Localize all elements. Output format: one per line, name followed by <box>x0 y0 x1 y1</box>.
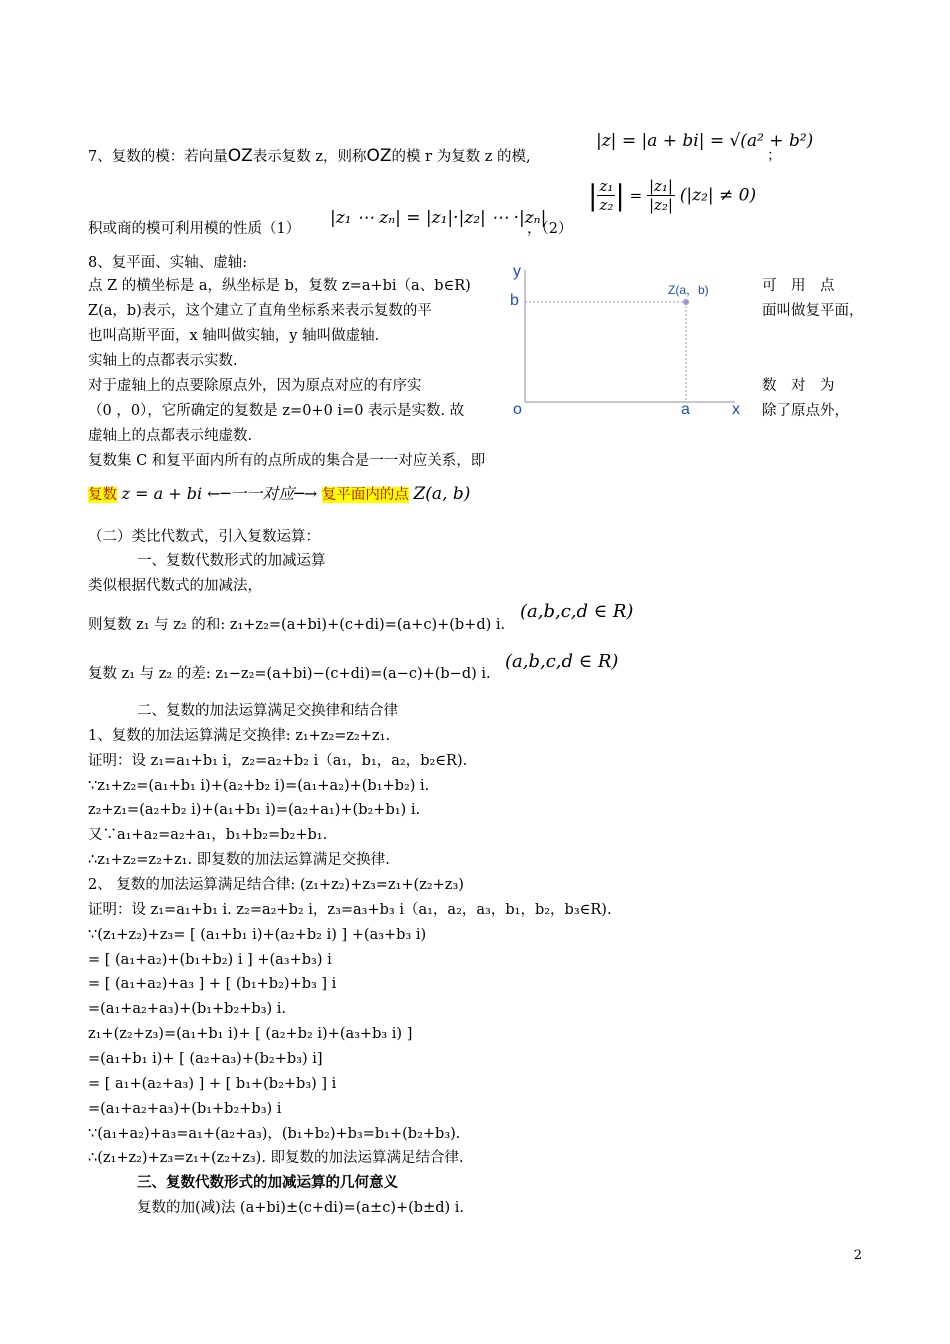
s8-p7: 虚轴上的点都表示纯虚数. <box>88 428 253 444</box>
s8-p8: 复数集 C 和复平面内所有的点所成的集合是一一对应关系，即 <box>88 453 486 469</box>
proof-line: = [ (a₁+a₂)+a₃ ] + [ (b₁+b₂)+b₃ ] i <box>88 976 337 992</box>
s8-p4: 实轴上的点都表示实数. <box>88 353 238 369</box>
proof-line: 1、复数的加法运算满足交换律: z₁+z₂=z₂+z₁. <box>88 728 391 744</box>
proof-line: = [ (a₁+a₂)+(b₁+b₂) i ] +(a₃+b₃) i <box>88 952 332 968</box>
s2-h2: 二、复数的加法运算满足交换律和结合律 <box>137 703 398 719</box>
s8-p5r: 数 对 为 <box>762 378 835 394</box>
diff-line: 复数 z₁ 与 z₂ 的差: z₁−z₂=(a+bi)−(c+di)=(a−c)+(b−d) i. <box>88 666 491 682</box>
origin-label: o <box>513 401 522 418</box>
y-label: y <box>513 263 521 280</box>
s7-line2: 积或商的模可利用模的性质（1） <box>88 221 301 237</box>
point-label: Z(a，b) <box>668 283 709 297</box>
product-formula: |z₁ ⋯ zₙ| = |z₁|·|z₂| ⋯ ·|zₙ| <box>330 208 547 228</box>
correspondence-line: 复数 z = a + bi ←─一一对应─→ 复平面内的点 Z(a, b) <box>88 484 471 504</box>
sum-condition: (a,b,c,d ∈ R) <box>520 601 634 622</box>
proof-line: =(a₁+a₂+a₃)+(b₁+b₂+b₃) i. <box>88 1001 287 1017</box>
s8-p1: 点 Z 的横坐标是 a，纵坐标是 b，复数 z=a+bi（a、b∈R) <box>88 278 471 294</box>
point-z <box>683 299 689 305</box>
sum-line: 则复数 z₁ 与 z₂ 的和: z₁+z₂=(a+bi)+(c+di)=(a+c)+(b+d) i. <box>88 617 506 633</box>
complex-plane-diagram <box>505 262 755 422</box>
proof-line: z₁+(z₂+z₃)=(a₁+b₁ i)+ [ (a₂+b₂ i)+(a₃+b₃ i) ] <box>88 1026 413 1042</box>
page-number: 2 <box>853 1248 862 1263</box>
s8-p5: 对于虚轴上的点要除原点外，因为原点对应的有序实 <box>88 378 422 394</box>
s2-head: （二）类比代数式，引入复数运算： <box>88 529 320 545</box>
s2-last: 复数的加(减)法 (a+bi)±(c+di)=(a±c)+(b±d) i. <box>137 1200 465 1216</box>
proof-line: 2、 复数的加法运算满足结合律: (z₁+z₂)+z₃=z₁+(z₂+z₃) <box>88 877 464 893</box>
s2-h1: 一、复数代数形式的加减运算 <box>137 553 326 569</box>
proof-line: 证明：设 z₁=a₁+b₁ i，z₂=a₂+b₂ i（a₁，b₁，a₂，b₂∈R). <box>88 753 468 769</box>
proof-line: =(a₁+a₂+a₃)+(b₁+b₂+b₃) i <box>88 1101 282 1117</box>
s8-p6: （0 ，0），它所确定的复数是 z=0+0 i=0 表示是实数. 故 <box>88 403 465 419</box>
s2-h3: 三、复数代数形式的加减运算的几何意义 <box>137 1174 398 1191</box>
semicolon: ； <box>767 148 782 164</box>
x-label: x <box>732 401 740 418</box>
proof-line: =(a₁+b₁ i)+ [ (a₂+a₃)+(b₂+b₃) i] <box>88 1051 323 1067</box>
proof-line: 证明：设 z₁=a₁+b₁ i. z₂=a₂+b₂ i，z₃=a₃+b₃ i（a₁，a₂，a₃，b₁，b₂，b₃∈R). <box>88 902 612 918</box>
proof-line: 又∵a₁+a₂=a₂+a₁，b₁+b₂=b₂+b₁. <box>88 827 328 843</box>
s7-sep: ，（2） <box>527 221 573 237</box>
proof-line: ∵(z₁+z₂)+z₃= [ (a₁+b₁ i)+(a₂+b₂ i) ] +(a₃+b₃ i) <box>88 927 427 943</box>
s8-p6r: 除了原点外， <box>762 403 849 419</box>
s8-title: 8、复平面、实轴、虚轴: <box>88 255 248 271</box>
s7-line1: 7、复数的模：若向量OZ表示复数 z，则称OZ的模 r 为复数 z 的模, <box>88 146 531 166</box>
proof-line: = [ a₁+(a₂+a₃) ] + [ b₁+(b₂+b₃) ] i <box>88 1076 337 1092</box>
s8-p2r: 面叫做复平面， <box>762 303 864 319</box>
s8-p3: 也叫高斯平面，x 轴叫做实轴，y 轴叫做虚轴. <box>88 328 380 344</box>
s8-p1r: 可 用 点 <box>762 278 835 294</box>
proof-line: ∴z₁+z₂=z₂+z₁. 即复数的加法运算满足交换律. <box>88 852 390 868</box>
highlight-plane-point: 复平面内的点 <box>321 487 409 503</box>
highlight-complex: 复数 <box>88 487 117 503</box>
proof-line: ∵z₁+z₂=(a₁+b₁ i)+(a₂+b₂ i)=(a₁+a₂)+(b₁+b₂) i. <box>88 778 430 794</box>
modulus-formula: |z| = |a + bi| = √(a² + b²) <box>596 131 814 151</box>
proof-line: ∴(z₁+z₂)+z₃=z₁+(z₂+z₃). 即复数的加法运算满足结合律. <box>88 1150 464 1166</box>
s8-p2: Z(a，b)表示，这个建立了直角坐标系来表示复数的平 <box>88 303 432 319</box>
proof-line: ∵(a₁+a₂)+a₃=a₁+(a₂+a₃)，(b₁+b₂)+b₃=b₁+(b₂+b₃). <box>88 1126 461 1142</box>
quotient-formula: | $\frac{\text{z₁}}{\text{z₂}}$ | = $\frac{\text{|z₁|}}{\text{|z₂|}}$ (|z₂| ≠ 0) <box>588 177 757 214</box>
proof-line: z₂+z₁=(a₂+b₂ i)+(a₁+b₁ i)=(a₂+a₁)+(b₂+b₁) i. <box>88 802 421 818</box>
diff-condition: (a,b,c,d ∈ R) <box>505 651 619 672</box>
a-label: a <box>681 401 690 418</box>
b-label: b <box>510 292 519 309</box>
s2-l1: 类似根据代数式的加减法， <box>88 578 262 594</box>
